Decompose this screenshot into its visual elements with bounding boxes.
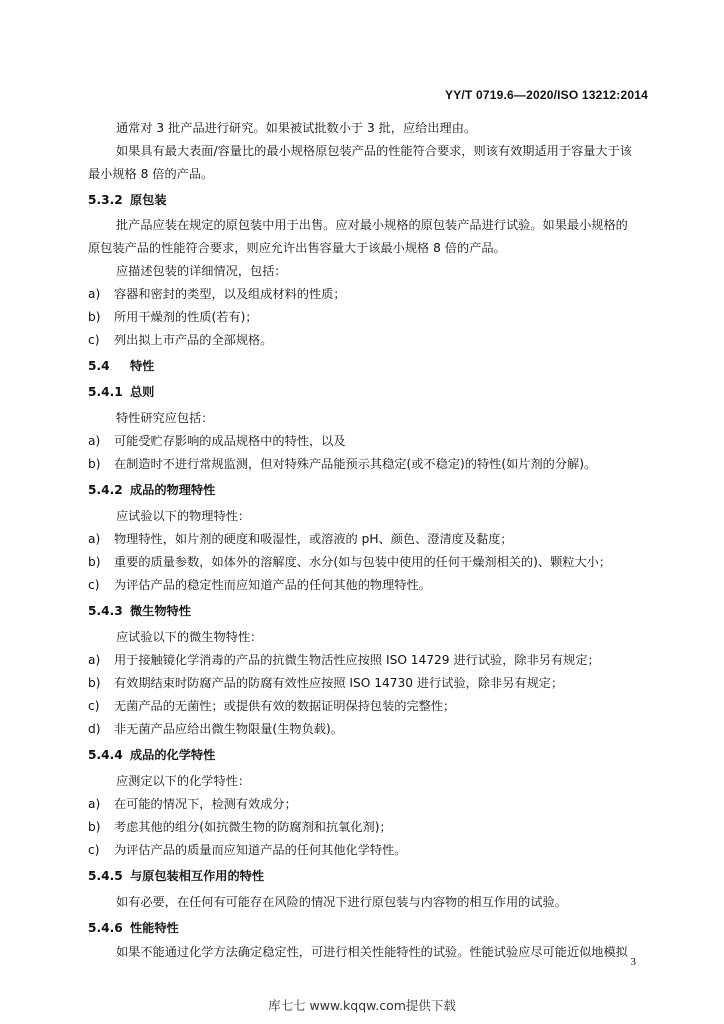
section-number: 5.4.4 <box>88 748 123 762</box>
list-item-text: 容器和密封的类型，以及组成材料的性质； <box>114 287 346 301</box>
paragraph-line: 如有必要，在任何有可能存在风险的情况下进行原包装与内容物的相互作用的试验。 <box>116 895 567 909</box>
section-title: 与原包装相互作用的特性 <box>130 869 265 883</box>
list-marker: b) <box>88 676 101 690</box>
list-item <box>88 285 346 302</box>
section-heading-5-4-3 <box>88 602 191 619</box>
section-number: 5.4.3 <box>88 604 123 618</box>
list-item-text: 重要的质量参数，如体外的溶解度、水分(如与包装中使用的任何干燥剂相关的)、颗粒大小； <box>114 555 612 569</box>
section-title: 总则 <box>130 385 155 399</box>
paragraph-line: 通常对 3 批产品进行研究。如果被试批数小于 3 批，应给出理由。 <box>116 121 477 135</box>
list-item-text: 考虑其他的组分(如抗微生物的防腐剂和抗氧化剂)； <box>114 820 392 834</box>
section-title: 原包装 <box>130 193 167 207</box>
list-marker: a) <box>88 653 101 667</box>
section-heading-5-3-2 <box>88 191 167 208</box>
paragraph-line: 批产品应装在规定的原包装中用于出售。应对最小规格的原包装产品进行试验。如果最小规格的 <box>116 218 628 232</box>
list-item-text: 为评估产品的质量而应知道产品的任何其他化学特性。 <box>114 843 407 857</box>
section-heading-5-4-4 <box>88 746 215 763</box>
paragraph-line: 特性研究应包括： <box>116 411 214 425</box>
section-heading-5-4-6 <box>88 919 179 936</box>
list-item <box>88 331 272 348</box>
section-number: 5.3.2 <box>88 193 123 207</box>
list-item-text: 可能受贮存影响的成品规格中的特性，以及 <box>114 434 346 448</box>
list-marker: c) <box>88 843 100 857</box>
list-marker: b) <box>88 555 101 569</box>
list-item-text: 用于接触镜化学消毒的产品的抗微生物活性应按照 ISO 14729 进行试验，除非另有规定； <box>114 653 600 667</box>
list-item-text: 非无菌产品应给出微生物限量(生物负载)。 <box>114 722 343 736</box>
list-item <box>88 576 431 593</box>
section-heading-5-4-1 <box>88 383 154 400</box>
list-marker: a) <box>88 287 101 301</box>
list-marker: a) <box>88 797 101 811</box>
section-heading-5-4-5 <box>88 867 264 884</box>
list-marker: d) <box>88 722 101 736</box>
list-item-text: 在可能的情况下，检测有效成分； <box>114 797 297 811</box>
list-item <box>88 841 407 858</box>
section-heading-5-4 <box>88 357 154 374</box>
page-number: 3 <box>630 956 636 968</box>
list-marker: c) <box>88 333 100 347</box>
section-title: 性能特性 <box>130 921 179 935</box>
list-item <box>88 432 346 449</box>
list-item <box>88 697 455 714</box>
list-item <box>88 455 596 472</box>
list-item-text: 为评估产品的稳定性而应知道产品的任何其他的物理特性。 <box>114 578 431 592</box>
list-item <box>88 818 392 835</box>
section-number: 5.4 <box>88 359 110 373</box>
paragraph-line: 应试验以下的物理特性： <box>116 509 251 523</box>
list-item-text: 物理特性，如片剂的硬度和吸湿性，或溶液的 pH、颜色、澄清度及黏度； <box>114 532 513 546</box>
list-item <box>88 553 611 570</box>
list-item <box>88 720 343 737</box>
list-item <box>88 795 297 812</box>
list-marker: b) <box>88 457 101 471</box>
paragraph-line: 原包装产品的性能符合要求，则应允许出售容量大于该最小规格 8 倍的产品。 <box>88 241 506 255</box>
section-number: 5.4.6 <box>88 921 123 935</box>
list-item-text: 列出拟上市产品的全部规格。 <box>114 333 273 347</box>
standard-code-header: YY/T 0719.6—2020/ISO 13212:2014 <box>444 88 648 102</box>
section-heading-5-4-2 <box>88 481 215 498</box>
paragraph-line: 应测定以下的化学特性： <box>116 774 251 788</box>
list-item <box>88 530 513 547</box>
list-marker: a) <box>88 532 101 546</box>
section-number: 5.4.2 <box>88 483 123 497</box>
section-title: 成品的化学特性 <box>130 748 216 762</box>
list-item-text: 有效期结束时防腐产品的防腐有效性应按照 ISO 14730 进行试验，除非另有规定； <box>114 676 564 690</box>
list-item <box>88 308 258 325</box>
section-number: 5.4.5 <box>88 869 123 883</box>
list-marker: c) <box>88 578 100 592</box>
list-marker: b) <box>88 820 101 834</box>
section-title: 成品的物理特性 <box>130 483 216 497</box>
list-item-text: 所用干燥剂的性质(若有)； <box>114 310 258 324</box>
section-title: 微生物特性 <box>130 604 191 618</box>
list-item-text: 无菌产品的无菌性；或提供有效的数据证明保持包装的完整性； <box>114 699 456 713</box>
paragraph-line: 如果不能通过化学方法确定稳定性，可进行相关性能特性的试验。性能试验应尽可能近似地模拟 <box>116 945 628 959</box>
list-marker: b) <box>88 310 101 324</box>
list-item <box>88 651 600 668</box>
list-marker: c) <box>88 699 100 713</box>
paragraph-line: 应描述包装的详细情况，包括： <box>116 264 287 278</box>
paragraph-line: 最小规格 8 倍的产品。 <box>88 167 214 181</box>
list-marker: a) <box>88 434 101 448</box>
download-footer: 库七七 www.kqqw.com提供下载 <box>268 998 456 1013</box>
section-number: 5.4.1 <box>88 385 123 399</box>
list-item <box>88 674 563 691</box>
paragraph-line: 应试验以下的微生物特性： <box>116 630 263 644</box>
list-item-text: 在制造时不进行常规监测，但对特殊产品能预示其稳定(或不稳定)的特性(如片剂的分解)。 <box>114 457 597 471</box>
paragraph-line: 如果具有最大表面/容量比的最小规格原包装产品的性能符合要求，则该有效期适用于容量大于该 <box>116 144 632 158</box>
section-title: 特性 <box>130 359 155 373</box>
